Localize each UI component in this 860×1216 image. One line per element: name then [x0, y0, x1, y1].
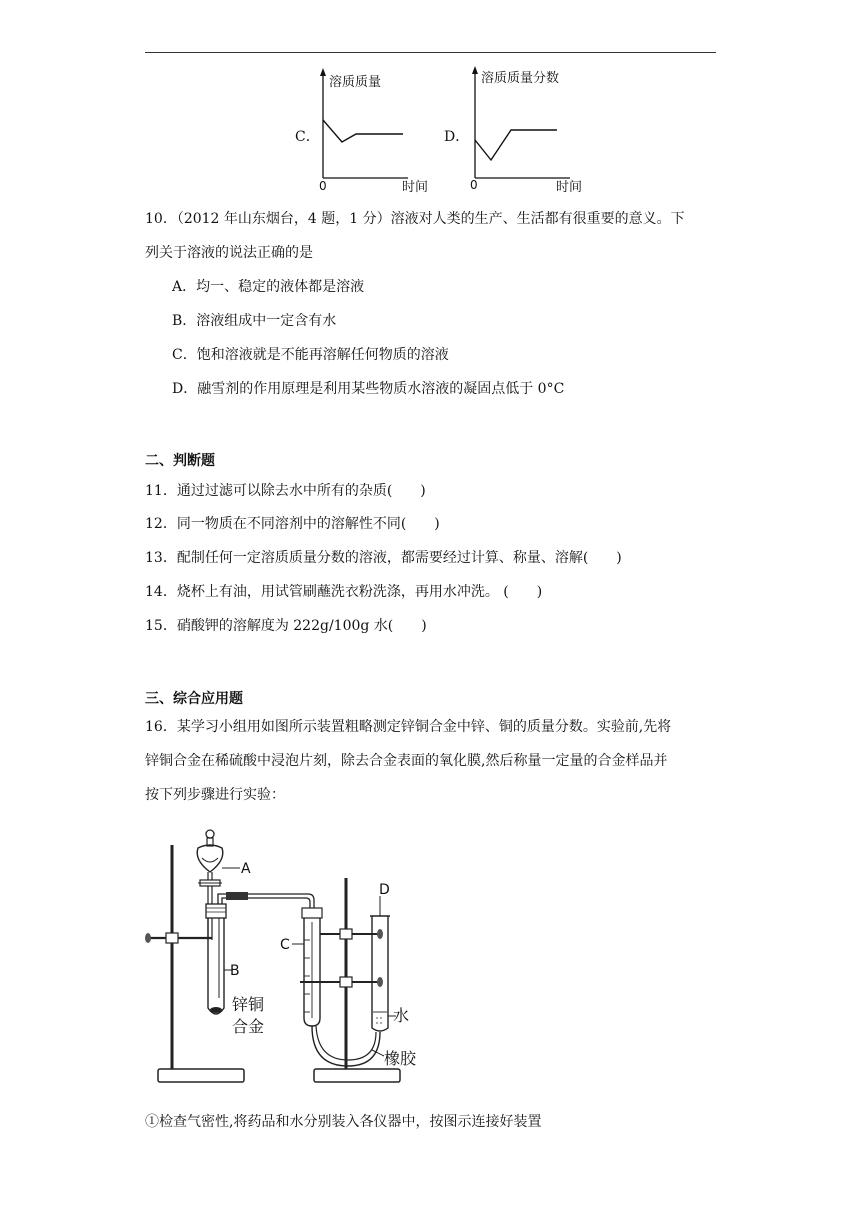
label-alloy-1: 锌铜 [232, 995, 265, 1014]
q12: 12．同一物质在不同溶剂中的溶解性不同( ) [145, 516, 440, 532]
q13: 13．配制任何一定溶质质量分数的溶液，都需要经过计算、称量、溶解( ) [145, 550, 622, 566]
option-d-letter: D． [444, 129, 470, 145]
option-c-letter: C． [295, 129, 320, 145]
graph-d-ylabel: 溶质质量分数 [481, 71, 560, 86]
label-d: D [379, 882, 390, 898]
label-c: C [280, 937, 290, 953]
q10-option-a: A．均一、稳定的液体都是溶液 [172, 279, 365, 295]
label-alloy-2: 合金 [232, 1017, 265, 1036]
section2-title: 二、判断题 [145, 453, 215, 469]
label-b: B [230, 963, 240, 979]
q16-line3: 按下列步骤进行实验： [145, 787, 285, 803]
q16-step1: ①检查气密性,将药品和水分别装入各仪器中，按图示连接好装置 [145, 1114, 542, 1130]
graph-c-ylabel: 溶质质量 [329, 75, 382, 90]
q10-option-d: D．融雪剂的作用原理是利用某些物质水溶液的凝固点低于 0°C [172, 381, 565, 397]
graph-d [462, 64, 602, 196]
apparatus-figure [140, 820, 440, 1094]
label-a: A [241, 861, 251, 877]
label-rubber: 橡胶 [384, 1049, 417, 1068]
section3-title: 三、综合应用题 [145, 691, 243, 707]
graph-d-xlabel: 时间 [556, 180, 583, 195]
label-water: 水 [393, 1006, 410, 1025]
q16-line1: 16．某学习小组用如图所示装置粗略测定锌铜合金中锌、铜的质量分数。实验前,先将 [145, 719, 672, 735]
q16-line2: 锌铜合金在稀硫酸中浸泡片刻，除去合金表面的氧化膜,然后称量一定量的合金样品并 [145, 753, 668, 769]
graph-c-origin: 0 [319, 179, 327, 193]
q10-stem-line1: 10．（2012 年山东烟台，4 题，1 分）溶液对人类的生产、生活都有很重要的意义。下 [145, 211, 685, 227]
top-rule [145, 52, 716, 53]
q10-option-c: C．饱和溶液就是不能再溶解任何物质的溶液 [172, 347, 449, 363]
q14: 14．烧杯上有油，用试管刷蘸洗衣粉洗涤，再用水冲洗。 ( ) [145, 584, 543, 600]
graph-c [310, 66, 440, 196]
q11: 11．通过过滤可以除去水中所有的杂质( ) [145, 483, 426, 499]
q10-option-b: B．溶液组成中一定含有水 [172, 313, 337, 329]
graph-c-xlabel: 时间 [402, 180, 429, 195]
graph-d-origin: 0 [470, 178, 478, 192]
q15: 15．硝酸钾的溶解度为 222g/100g 水( ) [145, 618, 427, 634]
q10-stem-line2: 列关于溶液的说法正确的是 [145, 245, 313, 261]
